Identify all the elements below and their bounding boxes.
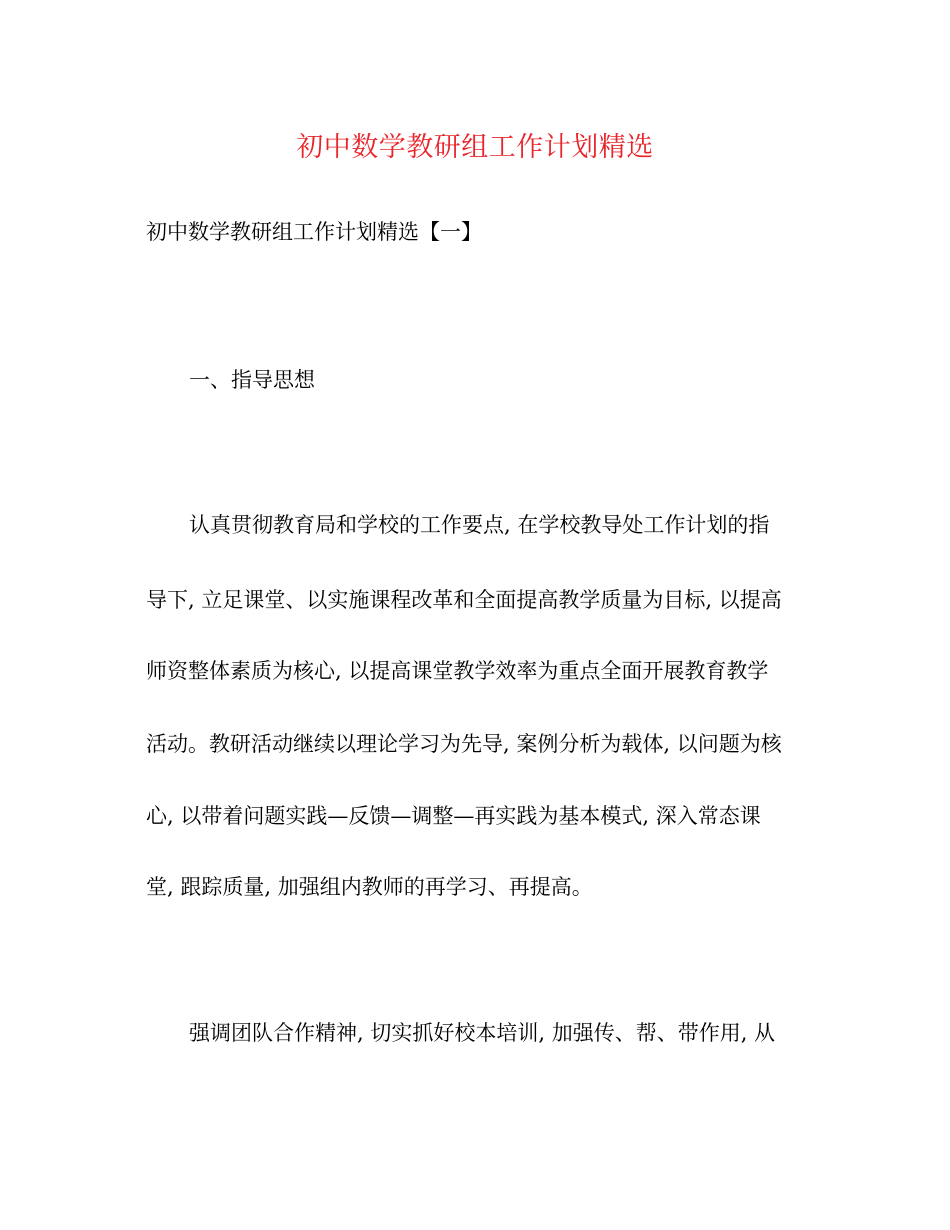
paragraph-line: 认真贯彻教育局和学校的工作要点, 在学校教导处工作计划的指 (189, 513, 770, 537)
paragraph-line: 导下, 立足课堂、以实施课程改革和全面提高教学质量为目标, 以提高 (146, 588, 782, 612)
paragraph-line: 师资整体素质为核心, 以提高课堂教学效率为重点全面开展教育教学 (146, 659, 769, 683)
paragraph-line: 强调团队合作精神, 切实抓好校本培训, 加强传、帮、带作用, 从 (189, 1021, 776, 1045)
paragraph-line: 堂, 跟踪质量, 加强组内教师的再学习、再提高。 (146, 875, 593, 899)
document-subtitle: 初中数学教研组工作计划精选【一】 (146, 220, 482, 244)
section-heading-guiding-ideology: 一、指导思想 (189, 368, 315, 392)
document-title: 初中数学教研组工作计划精选 (296, 132, 654, 163)
paragraph-line: 心, 以带着问题实践—反馈—调整—再实践为基本模式, 深入常态课 (146, 804, 761, 828)
paragraph-line: 活动。教研活动继续以理论学习为先导, 案例分析为载体, 以问题为核 (146, 732, 782, 756)
